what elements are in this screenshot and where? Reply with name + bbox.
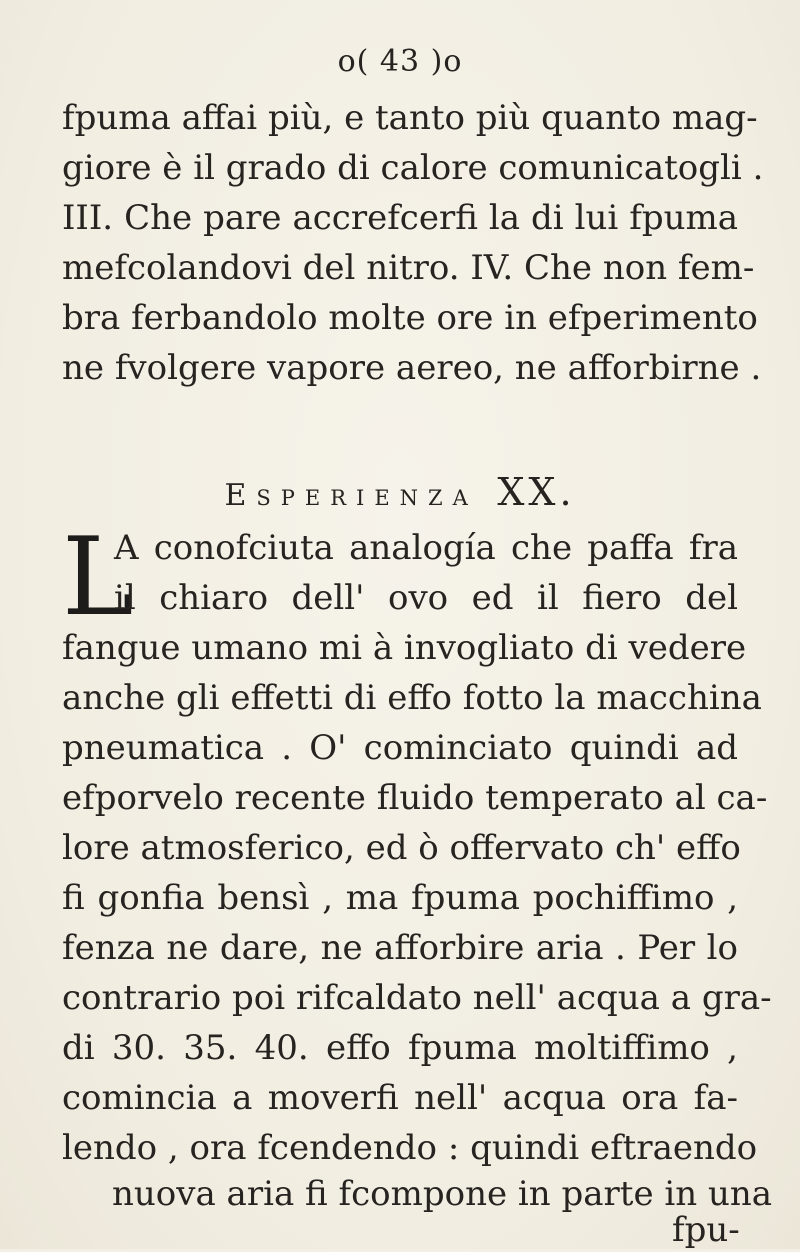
text-line: mefcolandovi del nitro. IV. Che non fem- [62,248,755,288]
text-line: fangue umano mi à invogliato di vedere [62,628,747,668]
text-line: contrario poi rifcaldato nell' acqua a gra- [62,978,772,1018]
page-number-header: o( 43 )o [337,44,463,79]
text-line: comincia a moverfi nell' acqua ora fa- [62,1078,738,1118]
catchword: fpu- [672,1210,740,1250]
text-line: bra ferbandolo molte ore in efperimento [62,298,758,338]
text-line: ne fvolgere vapore aereo, ne afforbirne . [62,348,762,388]
text-line: fi gonfia bensì , ma fpuma pochiffimo , [62,878,738,918]
section-heading-number: XX. [497,470,576,514]
text-line: lendo , ora fcendendo : quindi eftraendo [62,1128,758,1168]
text-line: di 30. 35. 40. effo fpuma moltiffimo , [62,1028,738,1068]
text-line: A conofciuta analogía che paffa fra [114,528,738,568]
section-heading [0,470,800,514]
text-line: III. Che pare accrefcerfi la di lui fpuma [62,198,738,238]
text-line: lore atmosferico, ed ò offervato ch' effo [62,828,741,868]
text-line: giore è il grado di calore comunicatogli . [62,148,764,188]
text-line: nuova aria fi fcompone in parte in una [112,1174,773,1214]
text-line: pneumatica . O' cominciato quindi ad [62,728,738,768]
text-line: anche gli effetti di effo fotto la macchina [62,678,762,718]
text-line: fpuma affai più, e tanto più quanto mag- [62,98,758,138]
text-line: efporvelo recente fluido temperato al ca- [62,778,768,818]
text-line: fenza ne dare, ne afforbire aria . Per lo [62,928,738,968]
text-line: il chiaro dell' ovo ed il fiero del [114,578,738,618]
section-heading-word: Esperienza [224,478,478,513]
drop-cap: L [62,515,134,640]
